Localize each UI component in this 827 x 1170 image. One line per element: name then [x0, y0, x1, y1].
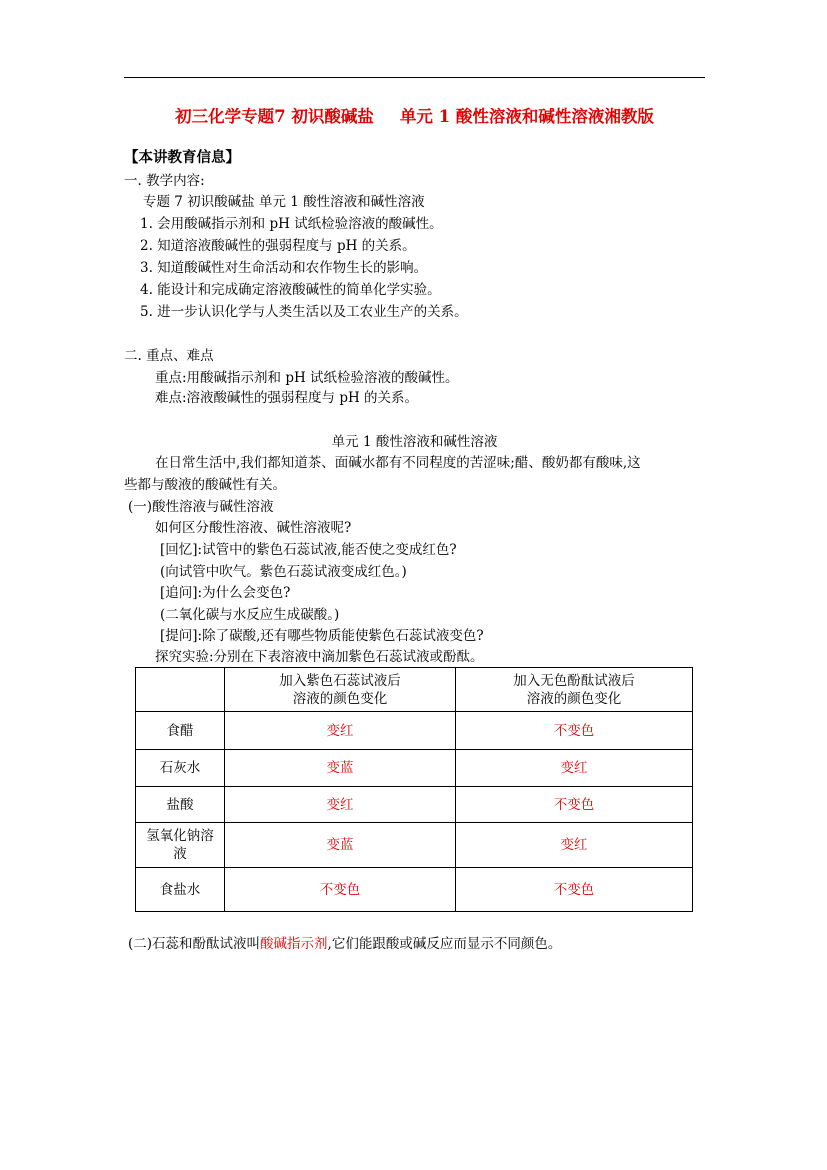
table-header-litmus — [225, 668, 456, 712]
teaching-item-1: 1. 会用酸碱指示剂和 pH 试纸检验溶液的酸碱性。 — [140, 216, 443, 232]
row-name-line2: 液 — [173, 846, 187, 862]
teaching-heading: 一. 教学内容: — [124, 173, 205, 189]
row-name-line1: 氢氧化钠溶 — [146, 828, 214, 844]
header-litmus-line1: 加入紫色石蕊试液后 — [279, 672, 401, 689]
header-litmus-line2: 溶液的颜色变化 — [292, 690, 388, 707]
row-name: 盐酸 — [136, 787, 225, 823]
closing-pre: (二)石蕊和酚酞试液叫 — [128, 936, 261, 952]
subsection-1-heading: (一)酸性溶液与碱性溶液 — [128, 499, 274, 515]
row-phenol: 不变色 — [456, 868, 693, 912]
table-row — [136, 823, 693, 868]
unit-intro-line1: 在日常生活中,我们都知道茶、面碱水都有不同程度的苦涩味;醋、酸奶都有酸味,这 — [155, 455, 641, 471]
teaching-item-2: 2. 知道溶液酸碱性的强弱程度与 pH 的关系。 — [140, 238, 416, 254]
teaching-item-4: 4. 能设计和完成确定溶液酸碱性的简单化学实验。 — [140, 282, 441, 298]
row-phenol: 不变色 — [456, 787, 693, 823]
row-litmus: 变蓝 — [225, 823, 456, 868]
table-header-phenol — [456, 668, 693, 712]
unit-heading: 单元 1 酸性溶液和碱性溶液 — [331, 434, 498, 450]
table-row — [136, 787, 693, 823]
title-part1: 初三化学专题7 初识酸碱盐 — [175, 107, 374, 126]
row-name: 食盐水 — [136, 868, 225, 912]
row-name — [136, 823, 225, 868]
section-info-heading: 【本讲教育信息】 — [124, 149, 240, 166]
row-phenol: 变红 — [456, 823, 693, 868]
document-title — [124, 103, 705, 127]
question-line: 如何区分酸性溶液、碱性溶液呢? — [155, 520, 352, 536]
teaching-item-5: 5. 进一步认识化学与人类生活以及工农业生产的关系。 — [140, 304, 468, 320]
row-name: 石灰水 — [136, 750, 225, 787]
header-phenol-line1: 加入无色酚酞试液后 — [513, 672, 635, 689]
table-row — [136, 750, 693, 787]
unit-intro-line2: 些都与酸液的酸碱性有关。 — [124, 477, 286, 493]
table-row — [136, 712, 693, 750]
row-litmus: 变红 — [225, 712, 456, 750]
row-phenol: 不变色 — [456, 712, 693, 750]
followup-line: [追问]:为什么会变色? — [160, 585, 291, 601]
table-header-empty — [136, 668, 225, 712]
row-litmus: 变蓝 — [225, 750, 456, 787]
top-rule — [124, 77, 705, 78]
row-litmus: 变红 — [225, 787, 456, 823]
title-part2: 单元 1 酸性溶液和碱性溶液湘教版 — [399, 107, 654, 126]
followup-answer: (二氧化碳与水反应生成碳酸。) — [160, 607, 340, 623]
keypoints-heading: 二. 重点、难点 — [124, 348, 214, 364]
teaching-topic: 专题 7 初识酸碱盐 单元 1 酸性溶液和碱性溶液 — [143, 194, 425, 210]
recall-line: [回忆]:试管中的紫色石蕊试液,能否使之变成红色? — [160, 542, 457, 558]
row-litmus: 不变色 — [225, 868, 456, 912]
recall-answer: (向试管中吹气。紫色石蕊试液变成红色。) — [160, 564, 407, 580]
table-header-row — [136, 668, 693, 712]
closing-highlight: 酸碱指示剂 — [260, 936, 328, 952]
prompt-line: [提问]:除了碳酸,还有哪些物质能使紫色石蕊试液变色? — [160, 628, 484, 644]
experiment-line: 探究实验:分别在下表溶液中滴加紫色石蕊试液或酚酞。 — [155, 649, 484, 665]
keypoint-difficult: 难点:溶液酸碱性的强弱程度与 pH 的关系。 — [155, 390, 419, 406]
header-phenol-line2: 溶液的颜色变化 — [526, 690, 622, 707]
row-phenol: 变红 — [456, 750, 693, 787]
indicator-table — [135, 667, 693, 912]
closing-post: ,它们能跟酸或碱反应而显示不同颜色。 — [327, 936, 562, 952]
table-row — [136, 868, 693, 912]
keypoint-key: 重点:用酸碱指示剂和 pH 试纸检验溶液的酸碱性。 — [155, 370, 459, 386]
row-name: 食醋 — [136, 712, 225, 750]
closing-line — [128, 935, 561, 953]
teaching-item-3: 3. 知道酸碱性对生命活动和农作物生长的影响。 — [140, 260, 428, 276]
